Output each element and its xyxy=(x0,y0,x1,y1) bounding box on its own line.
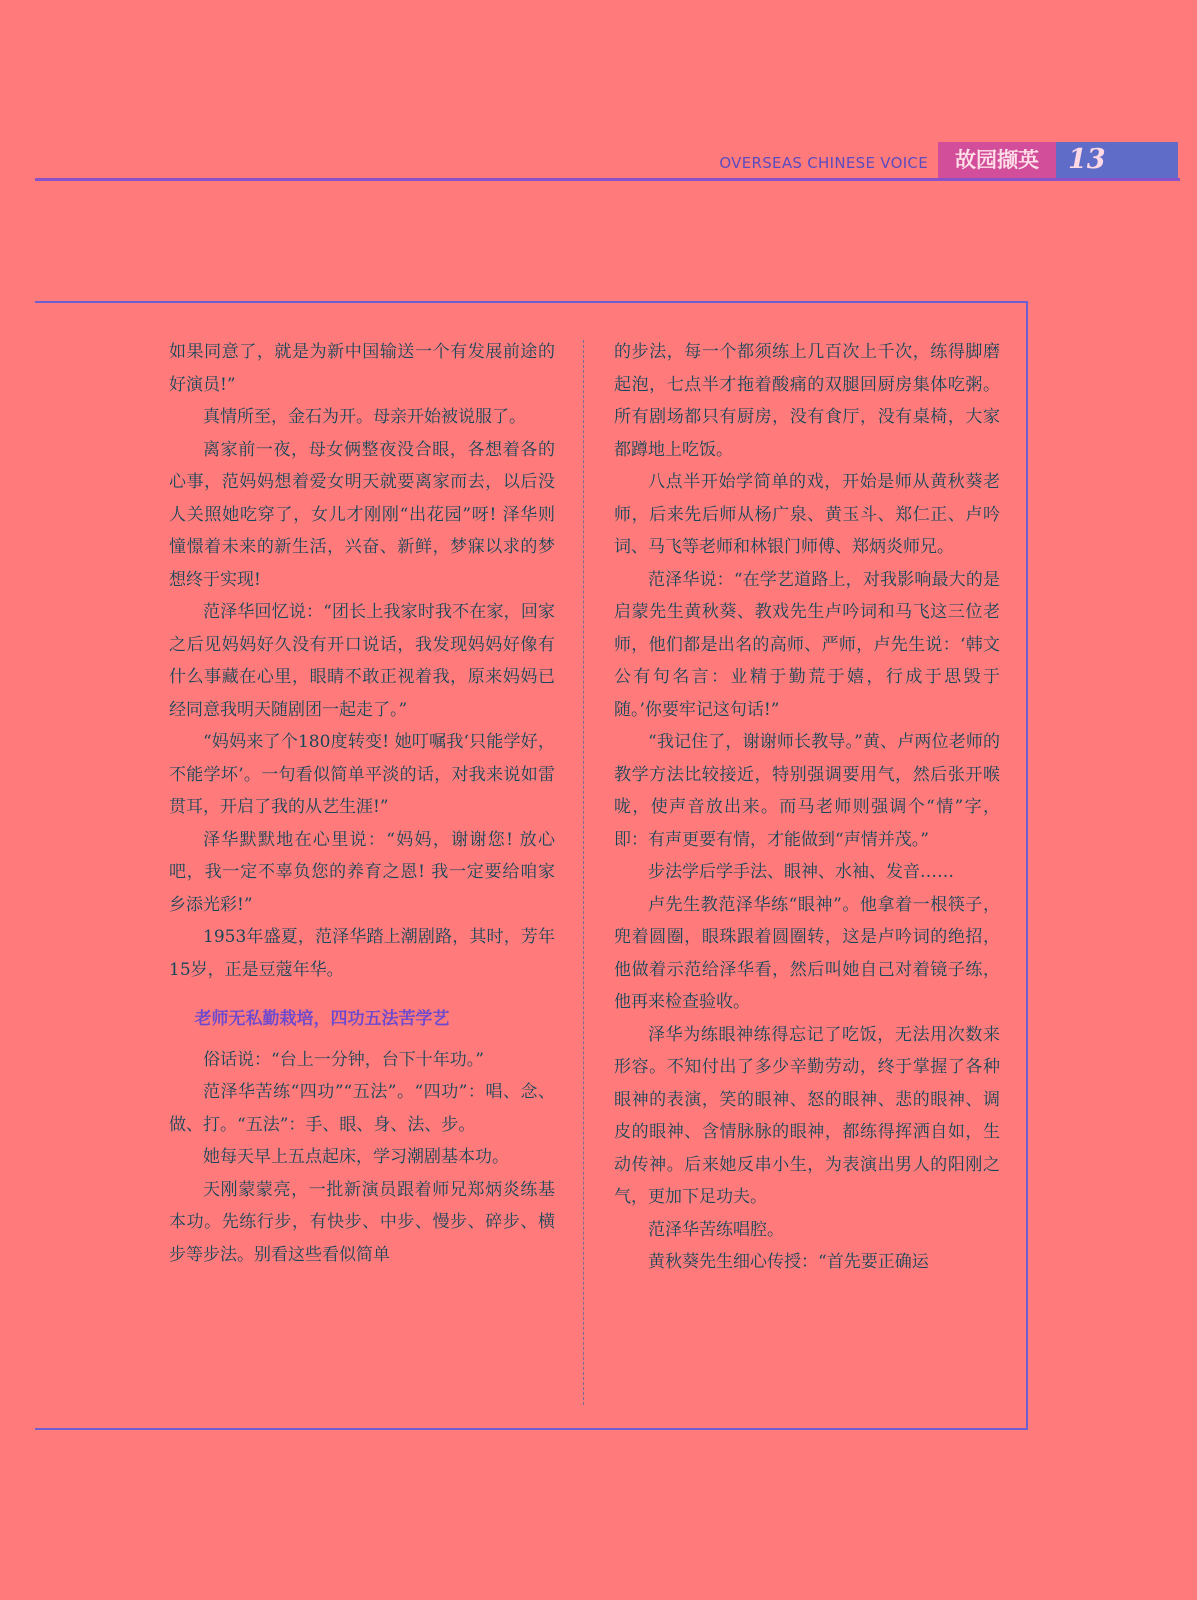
paragraph: 泽华为练眼神练得忘记了吃饭，无法用次数来形容。不知付出了多少辛勤劳动，终于掌握了各种眼神的表演，笑的眼神、怒的眼神、悲的眼神、调皮的眼神、含情脉脉的眼神，都练得挥洒自如，生动传神。后来她反串小生，为表演出男人的阳刚之气，更加下足功夫。 xyxy=(614,1024,1000,1207)
paragraph: “我记住了，谢谢师长教导。”黄、卢两位老师的教学方法比较接近，特别强调要用气，然后张开喉咙，使声音放出来。而马老师则强调个“情”字，即：有声更要有情，才能做到“声情并茂。” xyxy=(614,732,1000,850)
paragraph: 泽华默默地在心里说：“妈妈，谢谢您! 放心吧，我一定不辜负您的养育之恩! 我一定要给咱家乡添光彩!” xyxy=(169,829,555,915)
magazine-brand: OVERSEAS CHINESE VOICE xyxy=(719,154,928,172)
paragraph: 范泽华苦练“四功”“五法”。“四功”：唱、念、做、打。“五法”：手、眼、身、法、步。 xyxy=(169,1082,555,1135)
column-divider xyxy=(583,340,584,1405)
column-title: 故园撷英 xyxy=(938,142,1056,178)
paragraph: 范泽华说：“在学艺道路上，对我影响最大的是启蒙先生黄秋葵、教戏先生卢吟词和马飞这三位老师，他们都是出名的高师、严师，卢先生说：‘韩文公有句名言：业精于勤荒于嬉，行成于思毁于随。’你要牢记这句话!” xyxy=(614,569,1000,720)
paragraph: 范泽华苦练唱腔。 xyxy=(648,1219,784,1240)
paragraph: 天刚蒙蒙亮，一批新演员跟着师兄郑炳炎练基本功。先练行步，有快步、中步、慢步、碎步、横步等步法。别看这些看似简单 xyxy=(169,1179,555,1265)
page-number: 13 xyxy=(1056,142,1178,178)
paragraph: 俗话说：“台上一分钟，台下十年功。” xyxy=(203,1049,484,1070)
paragraph: 黄秋葵先生细心传授：“首先要正确运 xyxy=(648,1252,929,1272)
frame-top-border xyxy=(35,301,1028,303)
paragraph: “妈妈来了个180度转变! 她叮嘱我‘只能学好，不能学坏’。一句看似简单平淡的话，对我来说如雷贯耳，开启了我的从艺生涯!” xyxy=(169,732,555,817)
paragraph: 八点半开始学简单的戏，开始是师从黄秋葵老师，后来先后师从杨广泉、黄玉斗、郑仁正、卢吟词、马飞等老师和林银门师傅、郑炳炎师兄。 xyxy=(614,472,1000,557)
header-rule xyxy=(35,178,1180,181)
right-column xyxy=(614,336,1000,1279)
paragraph: 1953年盛夏，范泽华踏上潮剧路，其时，芳年15岁，正是豆蔻年华。 xyxy=(169,927,555,980)
paragraph: 她每天早上五点起床，学习潮剧基本功。 xyxy=(203,1147,509,1167)
paragraph: 如果同意了，就是为新中国输送一个有发展前途的好演员!” xyxy=(169,342,555,395)
frame-bottom-border xyxy=(35,1428,1028,1430)
frame-right-border xyxy=(1026,301,1028,1430)
left-column xyxy=(169,336,555,1271)
paragraph: 步法学后学手法、眼神、水袖、发音…… xyxy=(648,862,954,882)
section-subheading: 老师无私勤栽培，四功五法苦学艺 xyxy=(194,1009,450,1029)
paragraph: 离家前一夜，母女俩整夜没合眼，各想着各的心事，范妈妈想着爱女明天就要离家而去，以后没人关照她吃穿了，女儿才刚刚“出花园”呀! 泽华则憧憬着未来的新生活，兴奋、新鲜，梦寐以求的梦想终于实现! xyxy=(169,439,555,590)
paragraph: 卢先生教范泽华练“眼神”。他拿着一根筷子，兜着圆圈，眼珠跟着圆圈转，这是卢吟词的绝招，他做着示范给泽华看，然后叫她自己对着镜子练，他再来检查验收。 xyxy=(614,894,1000,1012)
paragraph: 真情所至，金石为开。母亲开始被说服了。 xyxy=(203,407,526,427)
paragraph: 的步法，每一个都须练上几百次上千次，练得脚磨起泡，七点半才拖着酸痛的双腿回厨房集体吃粥。所有剧场都只有厨房，没有食厅，没有桌椅，大家都蹲地上吃饭。 xyxy=(614,342,1000,460)
paragraph: 范泽华回忆说：“团长上我家时我不在家，回家之后见妈妈好久没有开口说话，我发现妈妈好像有什么事藏在心里，眼睛不敢正视着我，原来妈妈已经同意我明天随剧团一起走了。” xyxy=(169,602,555,720)
